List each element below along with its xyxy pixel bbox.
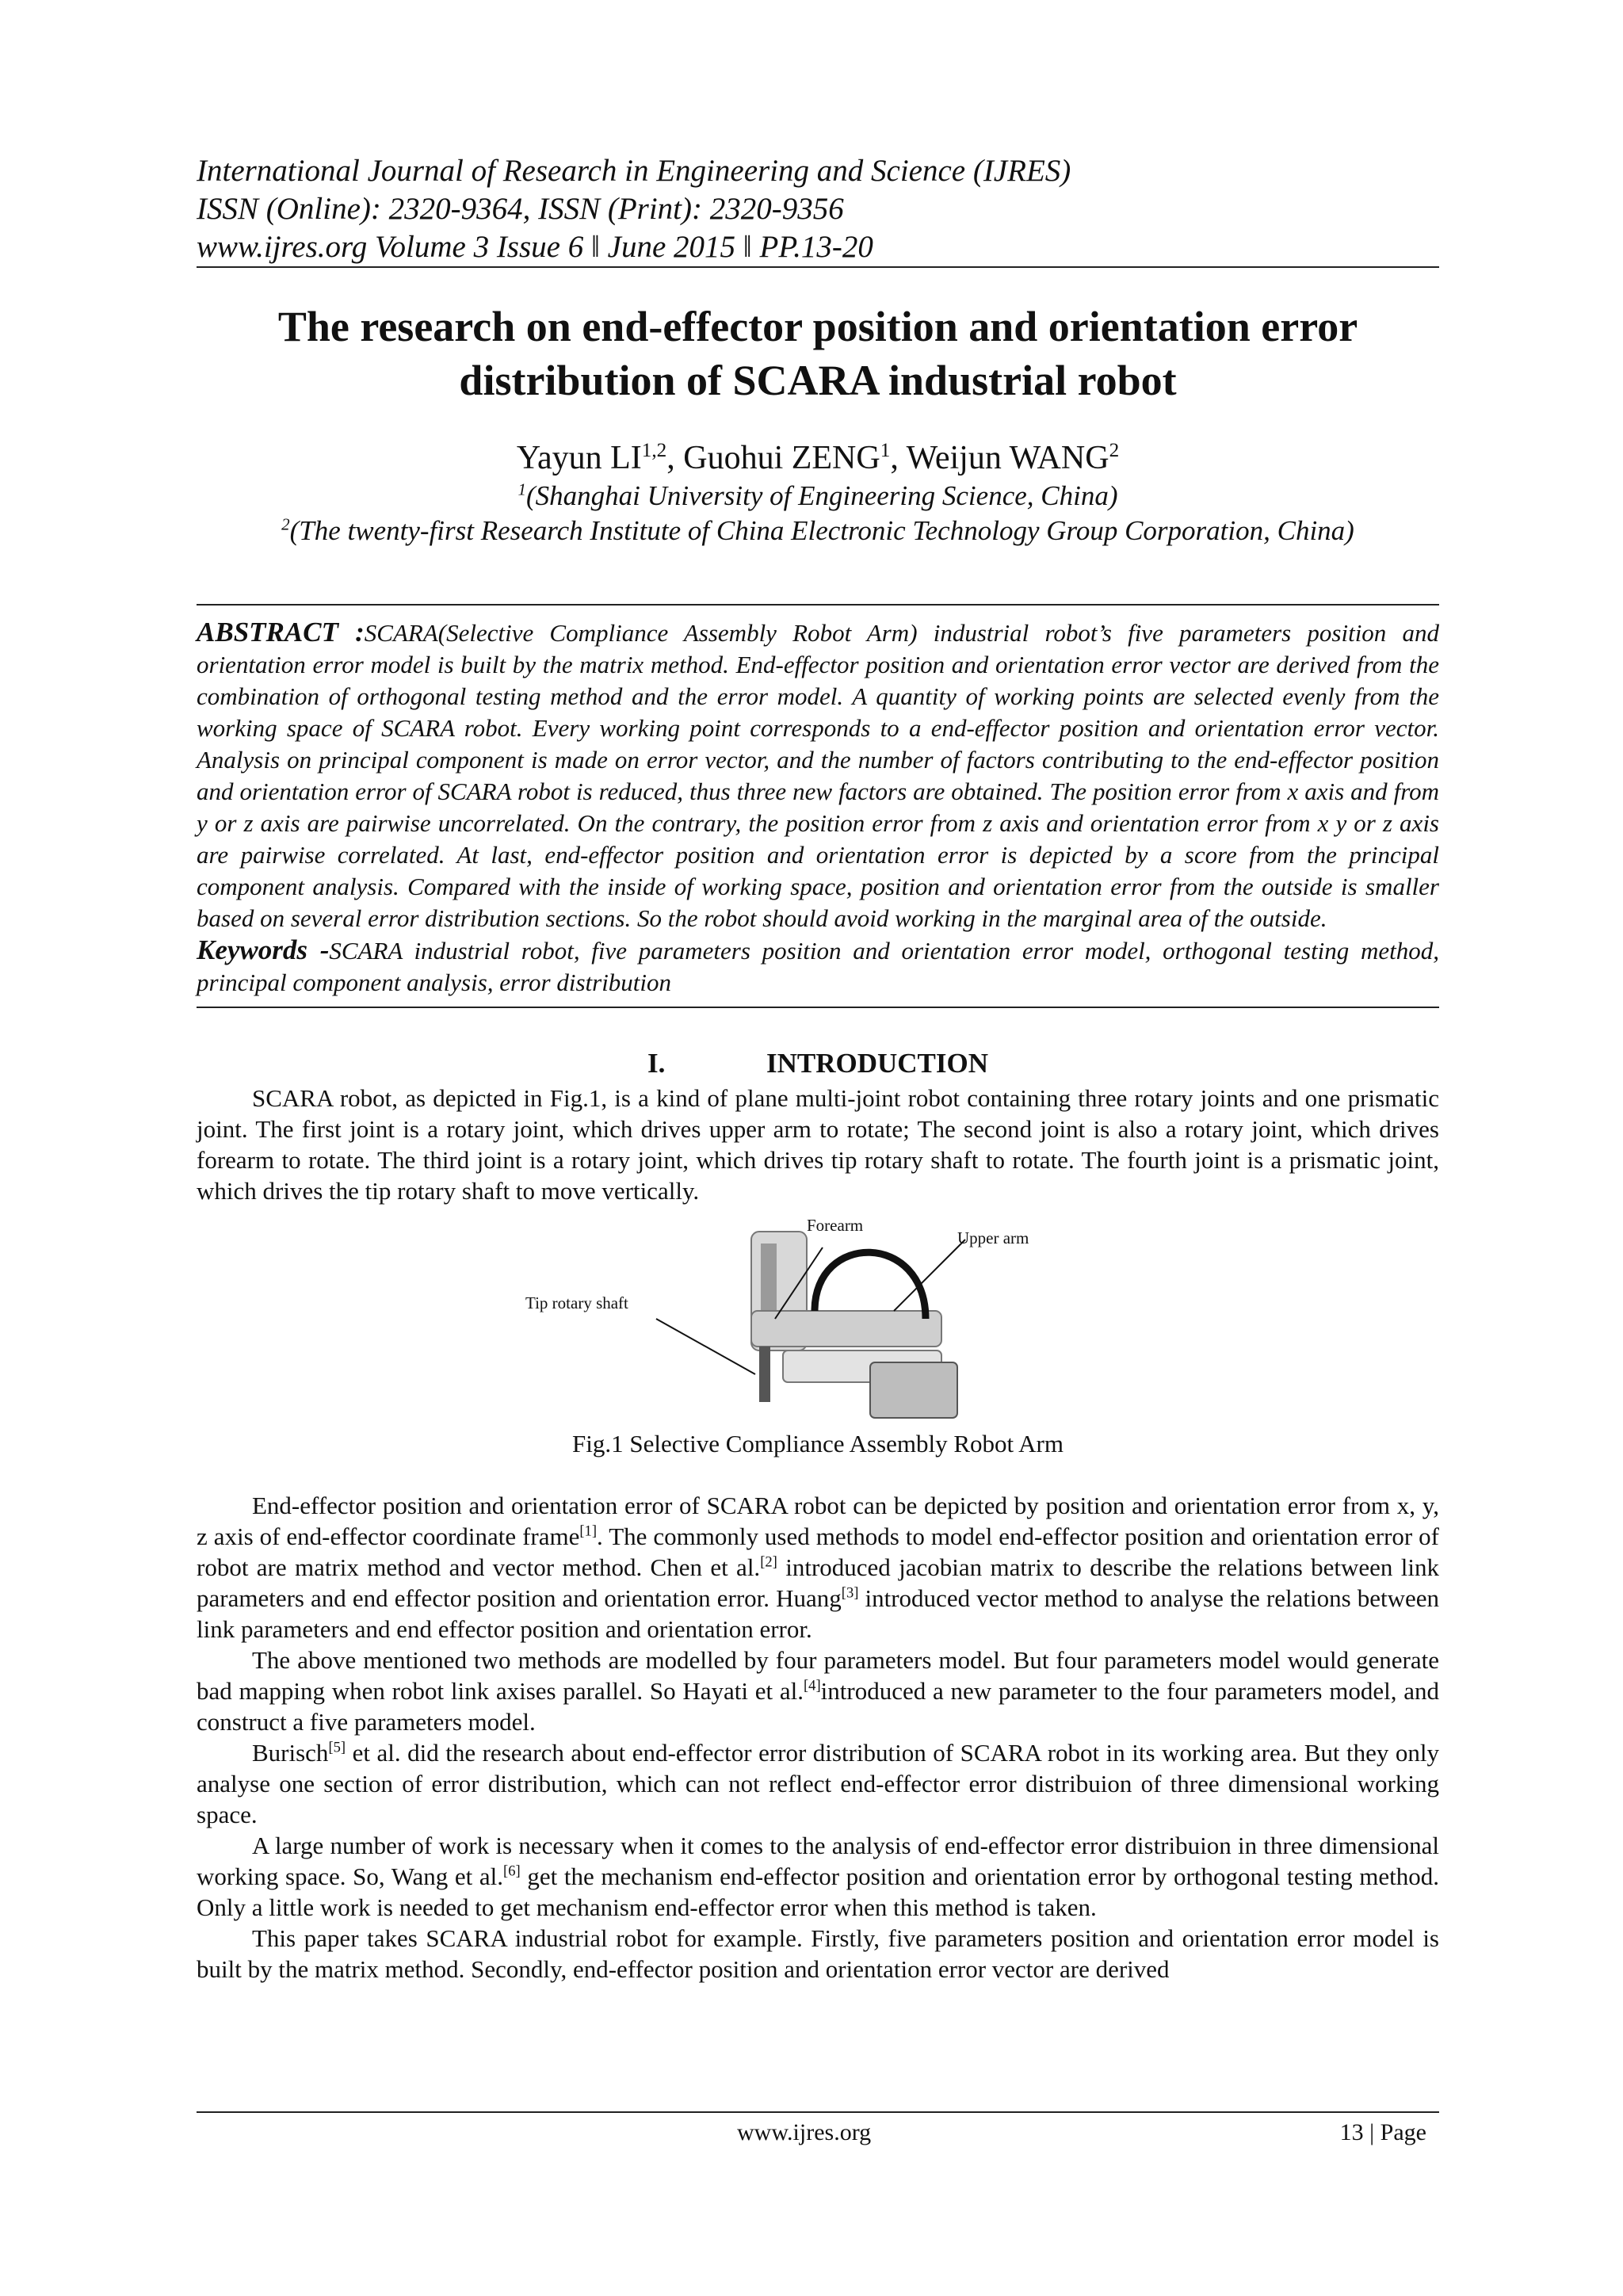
abstract-label: ABSTRACT :: [197, 617, 365, 648]
scara-robot-illustration: [197, 1216, 1439, 1422]
citation-5: [5]: [328, 1739, 346, 1756]
intro-paragraph-2: [197, 1490, 1439, 1645]
p3-part-a: The above mentioned two methods are modelled by four parameters model. But four parameters model would generate bad mapping when robot link axises parallel. So Hayati et al.: [197, 1646, 1439, 1705]
abstract-text: SCARA(Selective Compliance Assembly Robot Arm) industrial robot’s five parameters position and orientation error model is built by the matrix method. End-effector position and orientation error vector are derived from the combination of orthogonal testing method and the error model. A quantity of working points are selected evenly from the working space of SCARA robot. Every working point corresponds to a end-effector position and orientation error vector. Analysis on principal component is made on error vector, and the number of factors contributing to the end-effector position and orientation error of SCARA robot is reduced, thus three new factors are obtained. The position error from x axis and from y or z axis are pairwise uncorrelated. On the contrary, the position error from z axis and orientation error from x y or z axis are pairwise correlated. At last, end-effector position and orientation error is depicted by a score from the principal component analysis. Compared with the inside of working space, position and orientation error from the outside is smaller based on several error distribution sections. So the robot should avoid working in the marginal area of the outside.: [197, 619, 1439, 932]
intro-paragraph-6: This paper takes SCARA industrial robot for example. Firstly, five parameters position and orientation error model is built by the matrix method. Secondly, end-effector position and orientation error vector are derived: [197, 1924, 1439, 1983]
p5-part-b: get the mechanism end-effector position and orientation error by orthogonal testing method. Only a little work is needed to get mechanism end-effector error when this method is taken.: [197, 1862, 1439, 1921]
title-line-1: The research on end-effector position and orientation error: [277, 303, 1358, 350]
affiliation-1-text: (Shanghai University of Engineering Science, China): [525, 480, 1118, 511]
footer-page-number: 13 | Page: [1339, 2119, 1426, 2145]
author-2: , Guohui ZENG: [666, 440, 880, 476]
citation-2: [2]: [760, 1553, 777, 1571]
intro-paragraph-4: [197, 1737, 1439, 1830]
author-3: , Weijun WANG: [890, 440, 1109, 476]
header-rule: [197, 266, 1439, 268]
intro-paragraph-1: SCARA robot, as depicted in Fig.1, is a kind of plane multi-joint robot containing three rotary joints and one prismatic joint. The first joint is a rotary joint, which drives upper arm to rotate; The second joint is also a rotary joint, which drives forearm to rotate. The third joint is a rotary joint, which drives tip rotary shaft to rotate. The fourth joint is a prismatic joint, which drives the tip rotary shaft to move vertically.: [197, 1084, 1439, 1205]
p2-part-c: introduced jacobian matrix to describe the relations between link parameters and end effector position and orientation error. Huang: [197, 1553, 1439, 1612]
author-1-sup: 1,2: [641, 440, 667, 461]
citation-4: [4]: [803, 1677, 821, 1694]
keywords-label: Keywords -: [197, 934, 330, 965]
p4-part-a: Burisch: [252, 1739, 329, 1767]
figure-caption: Fig.1 Selective Compliance Assembly Robot Arm: [572, 1430, 1064, 1457]
figure-label-upper-arm: Upper arm: [957, 1228, 1029, 1247]
affiliation-2: [197, 514, 1439, 548]
journal-issn: ISSN (Online): 2320-9364, ISSN (Print): 2320-9356: [197, 192, 844, 226]
affiliation-1: [197, 479, 1439, 514]
figure-label-tip-shaft: Tip rotary shaft: [525, 1293, 628, 1312]
section-number: I.: [647, 1048, 666, 1079]
abstract: [197, 617, 1439, 934]
citation-6: [6]: [503, 1862, 521, 1880]
intro-paragraph-5: [197, 1830, 1439, 1923]
citation-1: [1]: [579, 1522, 598, 1540]
title-line-2: distribution of SCARA industrial robot: [459, 357, 1177, 404]
affiliation-2-sup: 2: [281, 514, 290, 534]
journal-volume: www.ijres.org Volume 3 Issue 6 ǁ June 2015 ǁ PP.13-20: [197, 230, 873, 264]
author-1: Yayun LI: [516, 440, 642, 476]
author-2-sup: 1: [880, 440, 891, 461]
journal-name: International Journal of Research in Engineering and Science (IJRES): [197, 154, 1071, 188]
p2-part-d: introduced vector method to analyse the relations between link parameters and end effector position and orientation error.: [197, 1584, 1439, 1643]
footer-rule: [197, 2111, 1439, 2113]
affiliation-2-text: (The twenty-first Research Institute of China Electronic Technology Group Corporation, China): [289, 515, 1354, 546]
p2-part-a: End-effector position and orientation error of SCARA robot can be depicted by position and orientation error from x, y, z axis of end-effector coordinate frame: [197, 1492, 1439, 1550]
p2-part-b: . The commonly used methods to model end-effector position and orientation error of robot are matrix method and vector method. Chen et al.: [197, 1522, 1440, 1581]
p4-part-b: et al. did the research about end-effector error distribution of SCARA robot in its working area. But they only analyse one section of error distribution, which can not reflect end-effector error distribuion of three dimensional working space.: [197, 1739, 1439, 1828]
p3-part-b: introduced a new parameter to the four parameters model, and construct a five parameters model.: [197, 1677, 1439, 1736]
citation-3: [3]: [841, 1584, 859, 1602]
author-3-sup: 2: [1109, 440, 1120, 461]
paper-title: [197, 300, 1439, 407]
paper-page: [197, 152, 1439, 1985]
p5-part-a: A large number of work is necessary when it comes to the analysis of end-effector error distribuion in three dimensional working space. So, Wang et al.: [197, 1832, 1439, 1890]
author-list: [197, 437, 1439, 479]
intro-paragraph-3: [197, 1645, 1439, 1737]
section-heading-introduction: [197, 1048, 1439, 1079]
section-title: INTRODUCTION: [766, 1048, 989, 1079]
keywords-text: SCARA industrial robot, five parameters position and orientation error model, orthogonal testing method, principal component analysis, error distribution: [197, 937, 1440, 996]
figure-1: [197, 1216, 1439, 1422]
figure-label-forearm: Forearm: [807, 1216, 864, 1235]
affiliation-1-sup: 1: [517, 479, 526, 499]
keywords: [197, 934, 1439, 999]
abstract-block: [197, 604, 1439, 1008]
footer-website: www.ijres.org: [737, 2119, 872, 2145]
